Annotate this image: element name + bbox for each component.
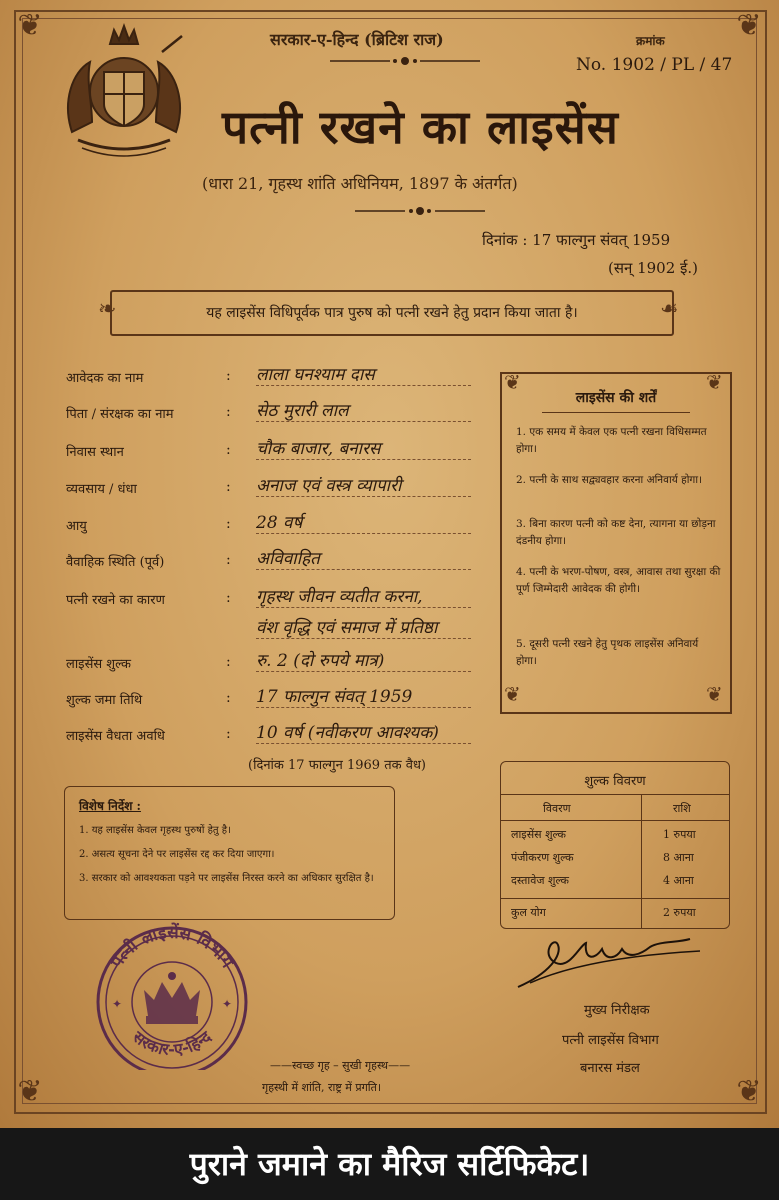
- field-value: गृहस्थ जीवन व्यतीत करना,: [256, 584, 471, 608]
- field-value: 17 फाल्गुन संवत् 1959: [256, 684, 471, 708]
- royal-crest-icon: [52, 22, 197, 167]
- issue-date-gregorian: (सन् 1902 ई.): [608, 259, 699, 277]
- instructions-title: विशेष निर्देश :: [79, 799, 141, 813]
- caption-bar: [0, 1128, 779, 1200]
- field-colon: :: [226, 654, 231, 670]
- divider-ornament-icon: [330, 54, 480, 68]
- corner-ornament-icon: ❦: [504, 682, 521, 706]
- field-label: निवास स्थान: [66, 445, 124, 460]
- field-label: शुल्क जमा तिथि: [66, 693, 143, 708]
- fee-details-table: [500, 761, 730, 929]
- official-stamp-icon: [82, 920, 262, 1070]
- field-value: चौक बाजार, बनारस: [256, 436, 471, 460]
- field-value: 28 वर्ष: [256, 510, 471, 534]
- field-value: लाला घनश्याम दास: [256, 362, 471, 386]
- field-colon: :: [226, 516, 231, 532]
- table-rule: [501, 898, 729, 899]
- field-colon: :: [226, 726, 231, 742]
- svg-text:पत्नी लाइसेंस विभाग: [106, 922, 238, 973]
- declaration-text: यह लाइसेंस विधिपूर्वक पात्र पुरुष को पत्नी रखने हेतु प्रदान किया जाता है।: [206, 305, 578, 321]
- term-item: 5. दूसरी पत्नी रखने हेतु पृथक लाइसेंस अनिवार्य होगा।: [516, 638, 699, 667]
- field-label: व्यवसाय / धंधा: [66, 482, 137, 497]
- corner-ornament-icon: ❦: [706, 682, 723, 706]
- motto-line: ——स्वच्छ गृह – सुखी गृहस्थ——: [270, 1059, 411, 1072]
- field-label: पत्नी रखने का कारण: [66, 593, 165, 608]
- corner-ornament-icon: ❦: [17, 8, 43, 43]
- svg-text:✦: ✦: [222, 997, 233, 1011]
- field-label: लाइसेंस वैधता अवधि: [66, 729, 165, 744]
- signatory-division: बनारस मंडल: [580, 1061, 640, 1076]
- corner-ornament-icon: ❦: [504, 370, 521, 394]
- stamp-bottom-text: सरकार-ए-हिन्द: [129, 1027, 215, 1059]
- stamp-top-text: पत्नी लाइसेंस विभाग: [106, 922, 238, 972]
- validity-note: (दिनांक 17 फाल्गुन 1969 तक वैध): [248, 758, 427, 773]
- instruction-item: 3. सरकार को आवश्यकता पड़ने पर लाइसेंस निरस्त करने का अधिकार सुरक्षित है।: [79, 873, 374, 884]
- image-caption: पुराने जमाने का मैरिज सर्टिफिकेट।: [189, 1145, 590, 1183]
- field-value-continued: वंश वृद्धि एवं समाज में प्रतिष्ठा: [256, 615, 471, 639]
- fee-row-amount: 8 आना: [663, 851, 694, 864]
- term-item: 4. पत्नी के भरण-पोषण, वस्त्र, आवास तथा सुरक्षा की पूर्ण जिम्मेदारी आवेदक की होगी।: [516, 566, 721, 595]
- fee-row-desc: लाइसेंस शुल्क: [511, 828, 566, 841]
- field-value: सेठ मुरारी लाल: [256, 398, 471, 422]
- corner-ornament-icon: ❦: [706, 370, 723, 394]
- fee-row-desc: दस्तावेज शुल्क: [511, 874, 569, 887]
- field-colon: :: [226, 404, 231, 420]
- corner-ornament-icon: ❦: [17, 1074, 43, 1109]
- instruction-item: 2. असत्य सूचना देने पर लाइसेंस रद्द कर दिया जाएगा।: [79, 849, 275, 860]
- field-colon: :: [226, 442, 231, 458]
- field-label: आवेदक का नाम: [66, 371, 144, 386]
- motto-line: गृहस्थी में शांति, राष्ट्र में प्रगति।: [262, 1081, 382, 1094]
- field-value: अविवाहित: [256, 546, 471, 570]
- signature-icon: [510, 925, 710, 995]
- table-rule: [501, 794, 729, 795]
- signatory-department: पत्नी लाइसेंस विभाग: [562, 1033, 659, 1048]
- field-label: पिता / संरक्षक का नाम: [66, 407, 174, 422]
- table-rule: [501, 820, 729, 821]
- field-colon: :: [226, 690, 231, 706]
- terms-box: [500, 372, 732, 714]
- scroll-ornament-icon: ❧: [660, 297, 679, 322]
- svg-text:सरकार-ए-हिन्द: [128, 1027, 215, 1060]
- document-title: पत्नी रखने का लाइसेंस: [222, 100, 619, 154]
- corner-ornament-icon: ❦: [736, 8, 762, 43]
- column-header: राशि: [673, 802, 691, 815]
- terms-title: लाइसेंस की शर्तें: [575, 390, 657, 406]
- divider-ornament-icon: [355, 204, 485, 218]
- svg-text:✦: ✦: [112, 997, 123, 1011]
- special-instructions-box: [64, 786, 395, 920]
- fee-row-amount: 4 आना: [663, 874, 694, 887]
- declaration-banner: [110, 290, 674, 336]
- instruction-item: 1. यह लाइसेंस केवल गृहस्थ पुरुषों हेतु है।: [79, 825, 231, 836]
- serial-number: No. 1902 / PL / 47: [576, 55, 733, 75]
- terms-divider: [542, 412, 690, 413]
- column-header: विवरण: [543, 802, 571, 815]
- field-colon: :: [226, 479, 231, 495]
- fee-table-title: शुल्क विवरण: [584, 774, 646, 789]
- scroll-ornament-icon: ❧: [98, 297, 117, 322]
- field-label: वैवाहिक स्थिति (पूर्व): [66, 555, 165, 570]
- fee-row-desc: पंजीकरण शुल्क: [511, 851, 574, 864]
- field-value: 10 वर्ष (नवीकरण आवश्यक): [256, 720, 471, 744]
- term-item: 2. पत्नी के साथ सद्व्यवहार करना अनिवार्य होगा।: [516, 474, 703, 486]
- field-value: रु. 2 (दो रुपये मात्र): [256, 648, 471, 672]
- fee-total-amount: 2 रुपया: [663, 906, 696, 919]
- fee-total-label: कुल योग: [511, 906, 546, 919]
- document-subtitle: (धारा 21, गृहस्थ शांति अधिनियम, 1897 के अंतर्गत): [202, 174, 518, 193]
- field-colon: :: [226, 552, 231, 568]
- term-item: 1. एक समय में केवल एक पत्नी रखना विधिसम्मत होगा।: [516, 426, 707, 455]
- field-label: आयु: [66, 519, 87, 534]
- issue-date: दिनांक : 17 फाल्गुन संवत् 1959: [482, 231, 671, 249]
- field-colon: :: [226, 590, 231, 606]
- signatory-title: मुख्य निरीक्षक: [584, 1003, 650, 1018]
- term-item: 3. बिना कारण पत्नी को कष्ट देना, त्यागना या छोड़ना दंडनीय होगा।: [516, 518, 716, 547]
- government-heading: सरकार-ए-हिन्द (ब्रिटिश राज): [270, 30, 444, 49]
- table-rule: [641, 794, 642, 928]
- field-value: अनाज एवं वस्त्र व्यापारी: [256, 473, 471, 497]
- field-label: लाइसेंस शुल्क: [66, 657, 131, 672]
- fee-row-amount: 1 रुपया: [663, 828, 696, 841]
- serial-label: क्रमांक: [636, 34, 665, 48]
- field-colon: :: [226, 368, 231, 384]
- corner-ornament-icon: ❦: [736, 1074, 762, 1109]
